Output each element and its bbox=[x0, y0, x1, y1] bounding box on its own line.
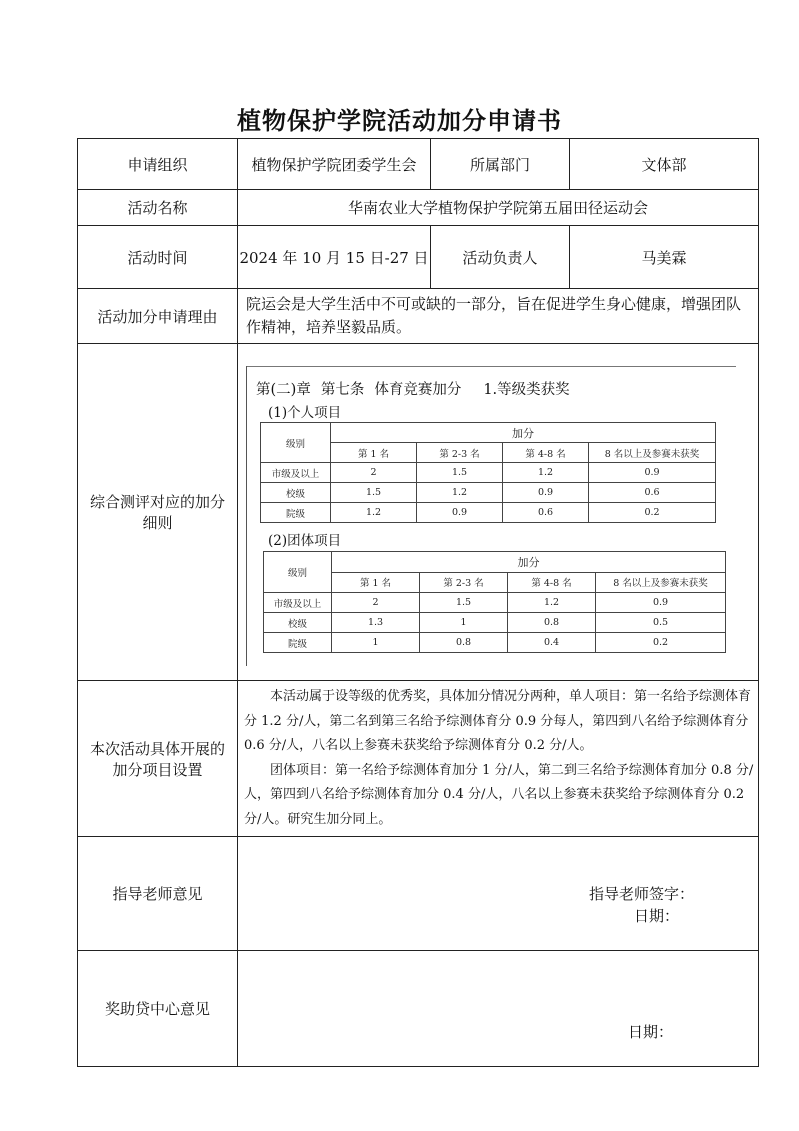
rules-heading: 第(二)章 第七条 体育竞赛加分 1.等级类获奖 bbox=[256, 382, 570, 398]
dept-value: 文体部 bbox=[570, 139, 759, 190]
individual-col-header: 第 1 名 bbox=[331, 443, 417, 463]
org-label: 申请组织 bbox=[78, 139, 238, 190]
team-col-header: 8 名以上及参赛未获奖 bbox=[596, 572, 726, 593]
rules-excerpt bbox=[238, 344, 758, 680]
aid-center-opinion-cell bbox=[238, 951, 759, 1067]
aid-center-date-label: 日期： bbox=[628, 1023, 674, 1041]
excerpt-left-border bbox=[246, 366, 247, 666]
aid-center-opinion-label: 奖助贷中心意见 bbox=[78, 951, 238, 1067]
rules-label: 综合测评对应的加分细则 bbox=[78, 344, 238, 681]
org-value: 植物保护学院团委学生会 bbox=[238, 139, 431, 190]
advisor-date-label: 日期： bbox=[634, 907, 680, 925]
setup-paragraph-team: 团体项目：第一名给予综测体育加分 1 分/人，第二到三名给予综测体育加分 0.8 分/人，第四到八名给予综测体育加分 0.4 分/人，八名以上参赛未获奖给予综测体育分 0.2 分/人。研究生加分同上。 bbox=[244, 762, 754, 827]
activity-name-value: 华南农业大学植物保护学院第五届田径运动会 bbox=[238, 190, 759, 226]
table-row: 校级 1.3 1 0.8 0.5 bbox=[264, 613, 726, 633]
application-form bbox=[77, 138, 759, 1067]
excerpt-top-border bbox=[246, 366, 736, 367]
team-col-header: 第 1 名 bbox=[332, 572, 420, 593]
row-activity-name bbox=[78, 190, 759, 226]
team-score-header: 加分 bbox=[332, 552, 726, 573]
team-col-header: 第 2-3 名 bbox=[420, 572, 508, 593]
dept-label: 所属部门 bbox=[431, 139, 570, 190]
individual-col-header: 8 名以上及参赛未获奖 bbox=[589, 443, 716, 463]
activity-time-value: 2024 年 10 月 15 日-27 日 bbox=[238, 226, 431, 289]
row-rules bbox=[78, 344, 759, 681]
score-setup-label: 本次活动具体开展的加分项目设置 bbox=[78, 681, 238, 837]
individual-score-header: 加分 bbox=[331, 423, 716, 443]
leader-value: 马美霖 bbox=[570, 226, 759, 289]
table-row: 市级及以上 2 1.5 1.2 0.9 bbox=[264, 593, 726, 613]
individual-col-header: 第 2-3 名 bbox=[417, 443, 503, 463]
activity-time-label: 活动时间 bbox=[78, 226, 238, 289]
document-title: 植物保护学院活动加分申请书 bbox=[237, 107, 562, 135]
team-level-header: 级别 bbox=[264, 552, 332, 593]
rules-cell bbox=[238, 344, 759, 681]
advisor-opinion-cell bbox=[238, 837, 759, 951]
team-col-header: 第 4-8 名 bbox=[508, 572, 596, 593]
reason-value: 院运会是大学生活中不可或缺的一部分，旨在促进学生身心健康，增强团队作精神，培养坚毅品质。 bbox=[238, 289, 759, 344]
activity-name-label: 活动名称 bbox=[78, 190, 238, 226]
team-score-table bbox=[263, 551, 726, 653]
row-advisor-opinion bbox=[78, 837, 759, 951]
individual-score-table bbox=[260, 422, 716, 523]
leader-label: 活动负责人 bbox=[431, 226, 570, 289]
table-row: 院级 1.2 0.9 0.6 0.2 bbox=[261, 503, 716, 523]
row-activity-time bbox=[78, 226, 759, 289]
reason-label: 活动加分申请理由 bbox=[78, 289, 238, 344]
setup-paragraph-individual: 本活动属于设等级的优秀奖，具体加分情况分两种，单人项目：第一名给予综测体育分 1.2 分/人，第二名到第三名给予综测体育分 0.9 分每人，第四到八名给予综测体育分 0.6 分/人，八名以上参赛未获奖给予综测体育分 0.2 分/人。 bbox=[244, 689, 752, 753]
row-score-setup bbox=[78, 681, 759, 837]
advisor-opinion-label: 指导老师意见 bbox=[78, 837, 238, 951]
table-row: 院级 1 0.8 0.4 0.2 bbox=[264, 633, 726, 653]
table-row: 市级及以上 2 1.5 1.2 0.9 bbox=[261, 463, 716, 483]
individual-caption: (1)个人项目 bbox=[268, 405, 342, 421]
row-aid-center-opinion bbox=[78, 951, 759, 1067]
individual-level-header: 级别 bbox=[261, 423, 331, 463]
team-caption: (2)团体项目 bbox=[268, 533, 342, 549]
row-reason bbox=[78, 289, 759, 344]
advisor-signature-label: 指导老师签字： bbox=[589, 885, 695, 903]
individual-col-header: 第 4-8 名 bbox=[503, 443, 589, 463]
row-organization bbox=[78, 139, 759, 190]
table-row: 校级 1.5 1.2 0.9 0.6 bbox=[261, 483, 716, 503]
score-setup-content bbox=[238, 681, 759, 837]
